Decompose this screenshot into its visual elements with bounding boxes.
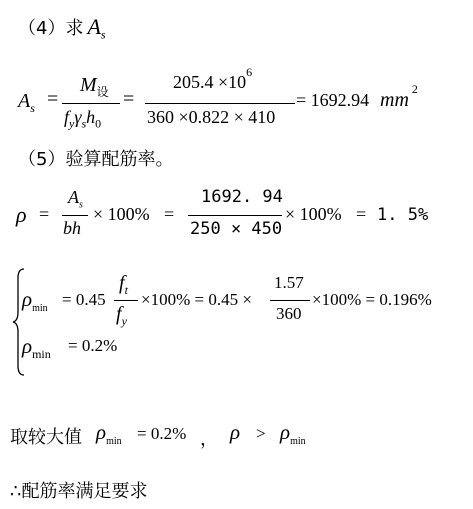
left-brace	[12, 268, 26, 376]
eq2-frac1-line	[62, 215, 88, 216]
eq3-part1: = 0.45	[62, 290, 106, 309]
eq3-num2: 1.57	[274, 273, 304, 292]
conclusion1-rho2: ρ	[230, 420, 241, 444]
eq2-den: bh	[63, 218, 81, 238]
step4-var: A	[87, 14, 101, 39]
eq3-rho: $\rho_{min}$	[22, 287, 48, 315]
eq3-frac1-line	[114, 300, 138, 301]
eq2-eq3: =	[356, 204, 367, 224]
step4-heading	[18, 14, 106, 40]
conclusion1-text: 取较大值	[10, 427, 82, 448]
eq3-den2: 360	[276, 304, 302, 323]
eq2-num2: 1692. 94	[201, 187, 283, 207]
eq1-frac1-line	[62, 103, 120, 104]
eq1-den1: $f_y\gamma_sh_0$	[64, 107, 102, 131]
eq1-lhs: $A_s$	[18, 90, 35, 115]
eq3-num1: $f_t$	[119, 272, 128, 297]
eq3-part3: ×100% = 0.196%	[312, 290, 432, 309]
conclusion1-value: = 0.2%	[137, 424, 187, 443]
eq3-frac2-line	[270, 300, 310, 301]
conclusion-line-2: ∴配筋率满足要求	[10, 481, 148, 502]
eq1-num1: $M_设$	[80, 74, 109, 99]
step5-heading: （5）验算配筋率。	[18, 149, 174, 170]
eq1-eq: =	[47, 88, 59, 110]
eq2-times2: × 100%	[285, 204, 342, 224]
eq2-rho: ρ	[16, 202, 27, 227]
eq1-frac2-line	[145, 103, 295, 104]
eq1-den2: 360 ×0.822 × 410	[147, 107, 276, 127]
eq3-den1: $f_y$	[116, 303, 127, 328]
eq2-num: $A_s$	[68, 187, 83, 211]
eq2-frac2-line	[188, 215, 282, 216]
eq1-unit: mm $^2$	[380, 82, 418, 111]
eq2-times1: × 100%	[93, 204, 150, 224]
eq4-rho: $\rho_{min}$	[22, 334, 51, 362]
eq1-eq2: =	[123, 88, 135, 110]
conclusion1-gt: >	[256, 424, 266, 443]
conclusion1-rho3: $\rho_{min}$	[280, 420, 306, 448]
conclusion1-comma: ，	[200, 429, 218, 450]
eq2-den2: 250 × 450	[190, 219, 283, 239]
eq3-part2: ×100% = 0.45 ×	[141, 290, 252, 309]
eq4-value: = 0.2%	[68, 336, 118, 355]
conclusion1-rho: $\rho_{min}$	[96, 420, 122, 448]
eq2-eq1: =	[39, 204, 50, 224]
eq1-result: = 1692.94	[296, 90, 370, 110]
eq2-eq2: =	[164, 204, 175, 224]
eq2-result: 1. 5%	[377, 205, 429, 225]
step4-label: （4）求	[18, 18, 84, 39]
eq1-num2: $205.4 \times 10^6$	[173, 65, 253, 92]
step4-var-sub: s	[100, 27, 106, 42]
